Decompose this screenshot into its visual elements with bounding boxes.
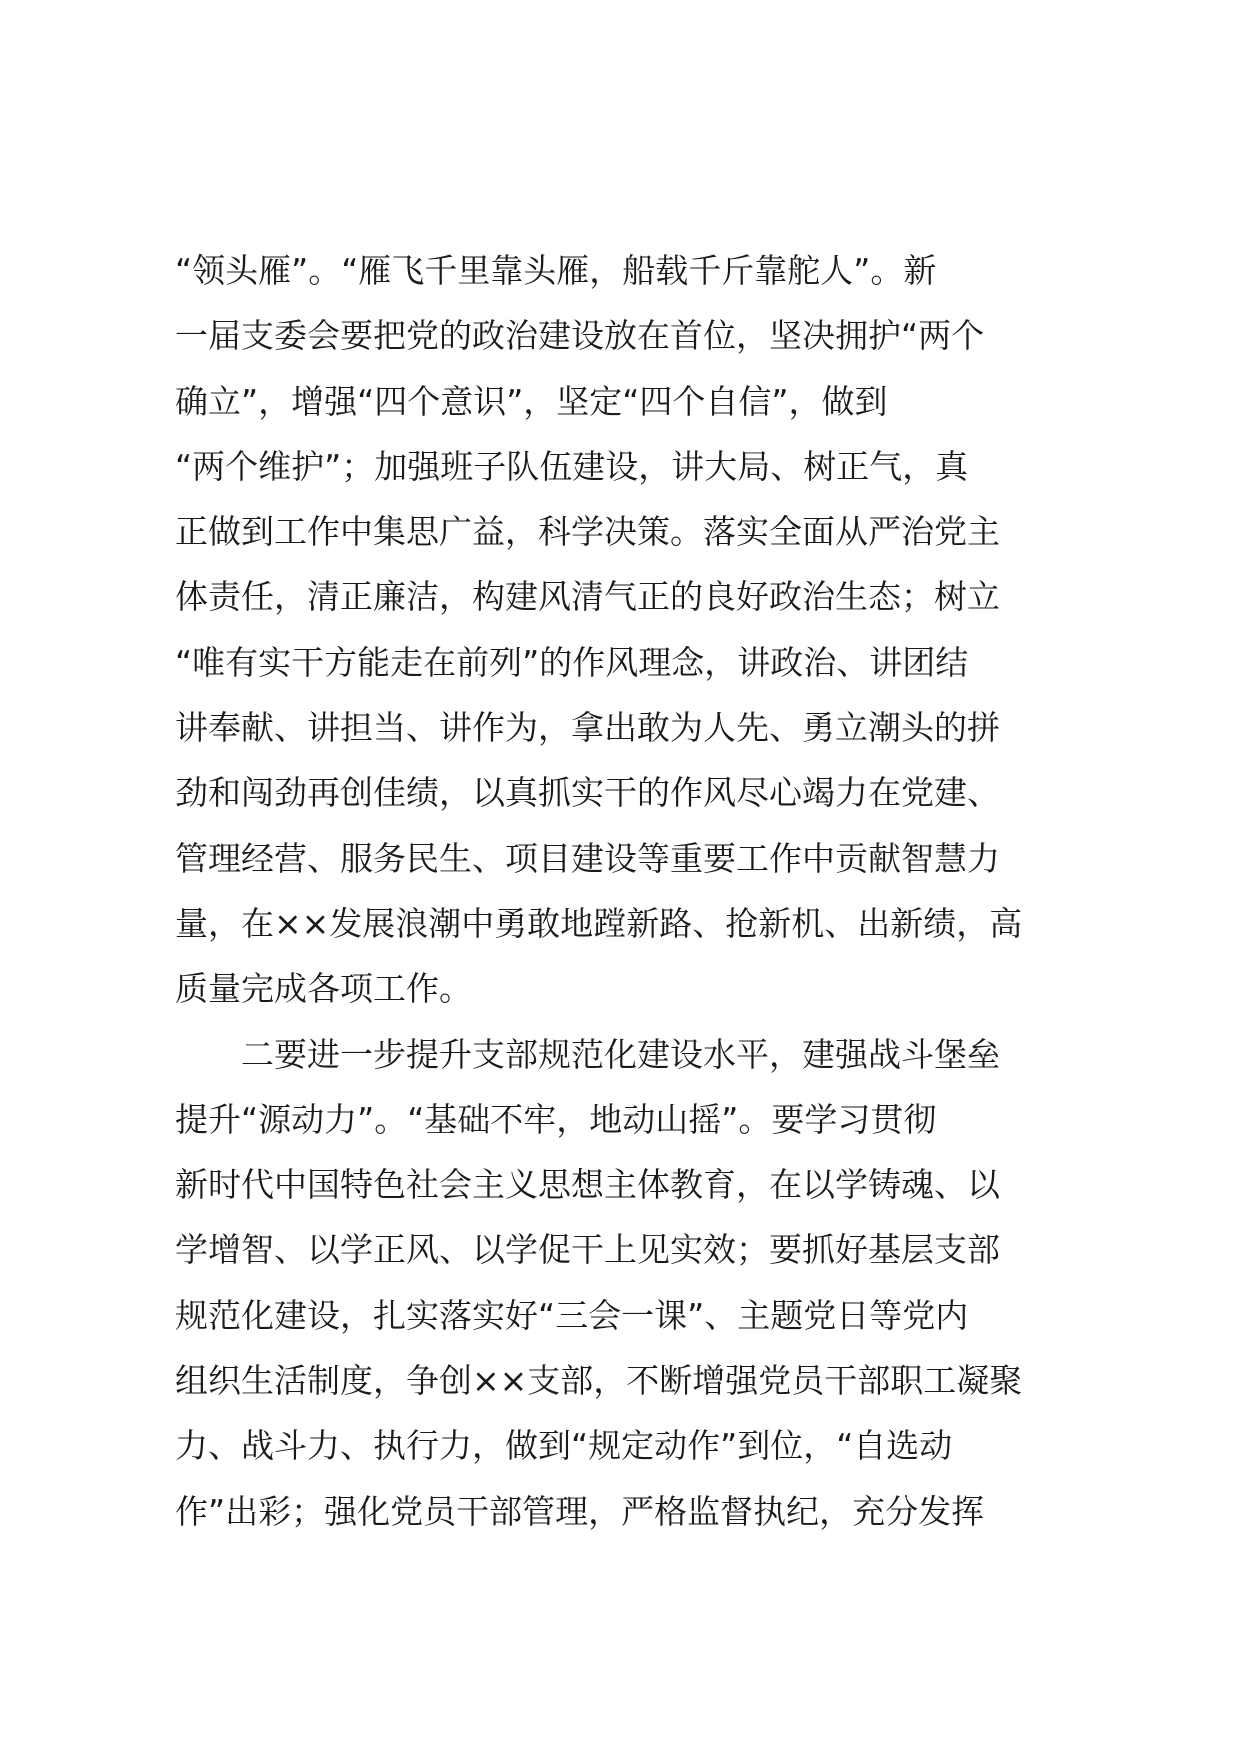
text-line: 学增智、以学正风、以学促干上见实效；要抓好基层支部 [175,1230,1000,1270]
text-line: 管理经营、服务民生、项目建设等重要工作中贡献智慧力 [175,838,1000,878]
text-line: 讲奉献、讲担当、讲作为，拿出敢为人先、勇立潮头的拼 [175,708,1000,748]
text-line: “领头雁”。“雁飞千里靠头雁，船载千斤靠舵人”。新 [175,251,937,290]
text-line: 作”出彩；强化党员干部管理，严格监督执纪，充分发挥 [175,1491,985,1531]
text-line: 一届支委会要把党的政治建设放在首位，坚决拥护“两个 [175,316,985,356]
text-line: 确立”，增强“四个意识”，坚定“四个自信”，做到 [175,381,888,421]
text-line: 提升“源动力”。“基础不牢，地动山摇”。要学习贯彻 [175,1099,937,1139]
text-line: 正做到工作中集思广益，科学决策。落实全面从严治党主 [175,512,1000,552]
text-line: 规范化建设，扎实落实好“三会一课”、主题党日等党内 [175,1295,969,1335]
document-body [175,238,1115,1544]
text-line: 组织生活制度，争创××支部，不断增强党员干部职工凝聚 [175,1361,1023,1401]
text-line: 体责任，清正廉洁，构建风清气正的良好政治生态；树立 [175,577,1000,617]
text-line: 力、战斗力、执行力，做到“规定动作”到位，“自选动 [175,1426,953,1466]
paragraph-first-line: 二要进一步提升支部规范化建设水平，建强战斗堡垒 [241,1034,1000,1074]
text-line: 劲和闯劲再创佳绩，以真抓实干的作风尽心竭力在党建、 [175,773,1000,813]
text-line: “两个维护”；加强班子队伍建设，讲大局、树正气，真 [175,446,969,486]
text-line: “唯有实干方能走在前列”的作风理念，讲政治、讲团结 [175,642,969,682]
text-line: 量，在××发展浪潮中勇敢地蹚新路、抢新机、出新绩，高 [175,903,1023,943]
text-line: 质量完成各项工作。 [175,969,472,1009]
text-line: 新时代中国特色社会主义思想主体教育，在以学铸魂、以 [175,1165,1000,1205]
